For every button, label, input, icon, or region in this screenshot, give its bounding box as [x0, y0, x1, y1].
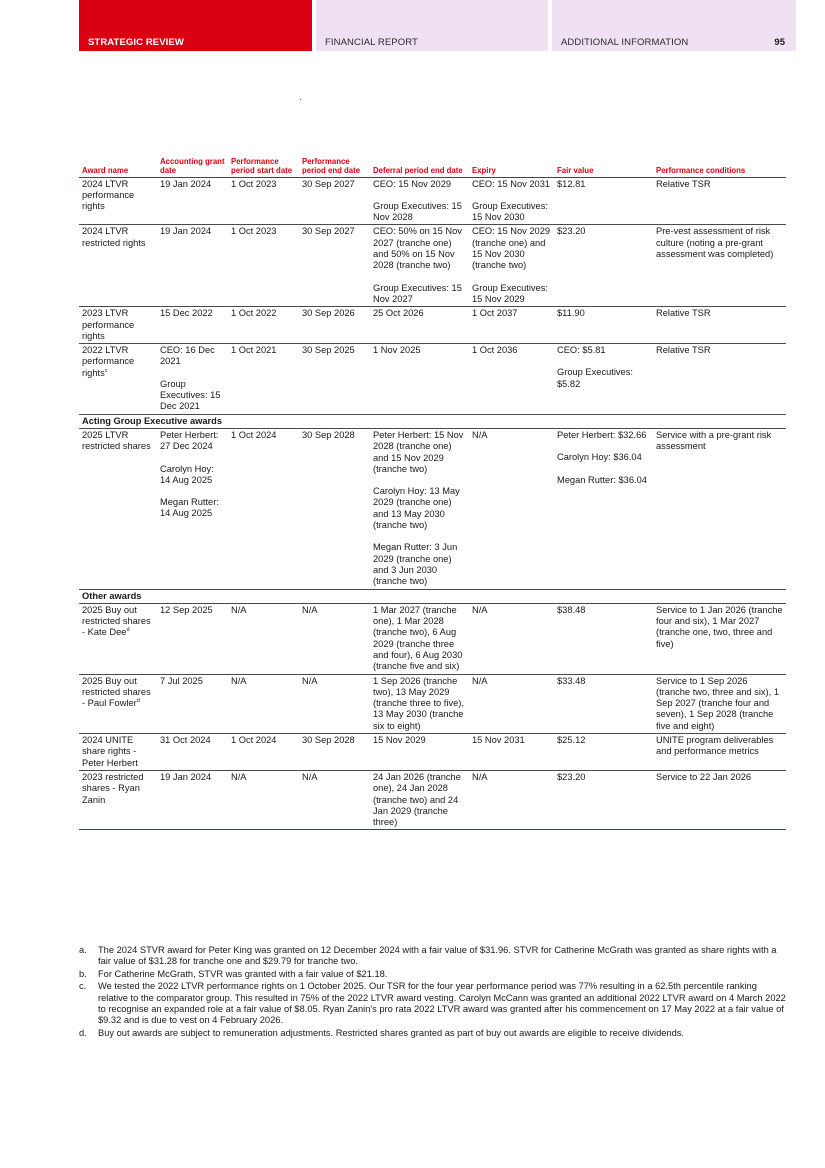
fair-value: Group Executives: $5.82 — [557, 367, 633, 389]
fair-value-cell — [554, 770, 653, 829]
footnotes — [79, 945, 789, 1040]
award-name: 2023 LTVR performance rights — [82, 308, 135, 341]
grant-date-cell — [157, 770, 228, 829]
grant-date-cell — [157, 734, 228, 771]
awards-table — [79, 158, 786, 830]
expiry: CEO: 15 Nov 2029 (tranche one) and 15 Nov 2030 (tranche two) — [472, 226, 551, 271]
deferral-end-cell — [370, 428, 469, 589]
fair-value-cell — [554, 225, 653, 307]
award-name-cell — [79, 770, 157, 829]
fair-value: Peter Herbert: $32.66 — [557, 429, 647, 440]
fair-value: Carolyn Hoy: $36.04 — [557, 452, 642, 463]
fair-value-cell — [554, 674, 653, 733]
period-start: 1 Oct 2021 — [231, 345, 277, 356]
grant-date: 19 Jan 2024 — [160, 226, 212, 237]
deferral-end-cell — [370, 225, 469, 307]
deferral-end-cell — [370, 770, 469, 829]
expiry-cell — [469, 344, 554, 414]
footnote-mark: b. — [79, 968, 87, 979]
deferral-end-cell — [370, 307, 469, 344]
expiry: 1 Oct 2037 — [472, 308, 518, 319]
grant-date: 19 Jan 2024 — [160, 771, 212, 782]
deferral-end: CEO: 50% on 15 Nov 2027 (tranche one) and 50% on 15 Nov 2028 (tranche two) — [373, 226, 462, 271]
section-heading: Acting Group Executive awards — [79, 414, 786, 428]
deferral-end: Group Executives: 15 Nov 2027 — [373, 282, 462, 304]
stray-dot — [300, 99, 301, 100]
period-end-cell — [299, 225, 370, 307]
performance-conditions: Service to 1 Jan 2026 (tranche four and six), 1 Mar 2027 (tranche one, two, three and five) — [656, 604, 783, 649]
period-start: 1 Oct 2023 — [231, 178, 277, 189]
expiry-cell — [469, 177, 554, 225]
grant-date: 31 Oct 2024 — [160, 735, 211, 746]
deferral-end: 1 Nov 2025 — [373, 345, 421, 356]
award-name-cell — [79, 674, 157, 733]
period-end: N/A — [302, 675, 318, 686]
tab-additional-information-label: ADDITIONAL INFORMATION — [561, 37, 689, 48]
award-name: 2023 restricted shares - Ryan Zanin — [82, 771, 144, 805]
period-end: N/A — [302, 771, 318, 782]
award-name-cell — [79, 177, 157, 225]
award-name-cell — [79, 734, 157, 771]
award-name-cell — [79, 428, 157, 589]
deferral-end-cell — [370, 734, 469, 771]
performance-conditions: UNITE program deliverables and performance metrics — [656, 735, 774, 757]
conditions-cell — [653, 307, 786, 344]
deferral-end: 1 Sep 2026 (tranche two), 13 May 2029 (tranche three to five), 13 May 2030 (tranche six to eight) — [373, 675, 464, 731]
fair-value-cell — [554, 734, 653, 771]
award-name-cell — [79, 603, 157, 674]
expiry: 15 Nov 2031 — [472, 735, 525, 746]
period-end: 30 Sep 2027 — [302, 226, 355, 237]
footnote-text: For Catherine McGrath, STVR was granted with a fair value of $21.18. — [98, 968, 388, 979]
period-start: 1 Oct 2022 — [231, 308, 277, 319]
conditions-cell — [653, 770, 786, 829]
table-row — [79, 428, 786, 589]
period-start: 1 Oct 2024 — [231, 735, 277, 746]
table-row — [79, 344, 786, 414]
footnote-text: We tested the 2022 LTVR performance rights on 1 October 2025. Our TSR for the four year performance period was 77% resulting in a 62.5th percentile ranking relative to the comparator group. This resulted in 75% of the 2022 LTVR award vesting. Carolyn McCann was granted an additional 2022 LTVR award on 4 March 2022 to recognise an expanded role at a fair value of $8.05. Ryan Zanin's pro rata 2022 LTVR award was granted after his commencement on 17 May 2022 at a fair value of $9.32 and is due to vest on 4 February 2026. — [98, 981, 786, 1026]
deferral-end-cell — [370, 603, 469, 674]
deferral-end-cell — [370, 674, 469, 733]
grant-date: CEO: 16 Dec 2021 — [160, 345, 215, 367]
expiry: CEO: 15 Nov 2031 — [472, 178, 551, 189]
footnote-text: Buy out awards are subject to remuneration adjustments. Restricted shares granted as part of buy out awards are eligible to receive dividends. — [98, 1027, 685, 1038]
period-start-cell — [228, 177, 299, 225]
performance-conditions: Service to 22 Jan 2026 — [656, 771, 752, 782]
period-end: 30 Sep 2026 — [302, 308, 355, 319]
deferral-end-cell — [370, 344, 469, 414]
period-end-cell — [299, 428, 370, 589]
deferral-end: CEO: 15 Nov 2029 — [373, 178, 452, 189]
deferral-end-cell — [370, 177, 469, 225]
page-number: 95 — [774, 37, 785, 48]
period-end-cell — [299, 307, 370, 344]
grant-date-cell — [157, 674, 228, 733]
period-start: N/A — [231, 771, 247, 782]
grant-date-cell — [157, 225, 228, 307]
period-start-cell — [228, 674, 299, 733]
table-row — [79, 734, 786, 771]
footnote-ref: d — [126, 627, 130, 634]
footnote — [79, 945, 789, 968]
section-heading: Other awards — [79, 589, 786, 603]
period-end-cell — [299, 603, 370, 674]
period-end: 30 Sep 2028 — [302, 735, 355, 746]
period-end: 30 Sep 2027 — [302, 178, 355, 189]
table-row — [79, 307, 786, 344]
award-name-cell — [79, 307, 157, 344]
column-header: Expiry — [469, 158, 554, 177]
period-start-cell — [228, 225, 299, 307]
grant-date-cell — [157, 177, 228, 225]
conditions-cell — [653, 428, 786, 589]
award-name: 2024 UNITE share rights - Peter Herbert — [82, 735, 138, 768]
table-row — [79, 225, 786, 307]
footnote-mark: d. — [79, 1027, 87, 1038]
period-start-cell — [228, 428, 299, 589]
table-row — [79, 177, 786, 225]
period-start: 1 Oct 2024 — [231, 429, 277, 440]
period-end-cell — [299, 674, 370, 733]
period-start-cell — [228, 734, 299, 771]
grant-date: 15 Dec 2022 — [160, 308, 213, 319]
grant-date-cell — [157, 603, 228, 674]
period-end: 30 Sep 2028 — [302, 429, 355, 440]
period-end-cell — [299, 770, 370, 829]
section-row — [79, 589, 786, 603]
period-end: 30 Sep 2025 — [302, 345, 355, 356]
conditions-cell — [653, 225, 786, 307]
tab-strategic-review-label: STRATEGIC REVIEW — [88, 37, 184, 48]
award-name-cell — [79, 225, 157, 307]
fair-value: $25.12 — [557, 735, 586, 746]
table-row — [79, 603, 786, 674]
column-header: Accounting grant date — [157, 158, 228, 177]
performance-conditions: Service with a pre-grant risk assessment — [656, 429, 772, 452]
fair-value: $33.48 — [557, 675, 586, 686]
deferral-end: Peter Herbert: 15 Nov 2028 (tranche one) and 15 Nov 2029 (tranche two) — [373, 429, 464, 474]
footnote-text: The 2024 STVR award for Peter King was granted on 12 December 2024 with a fair value of $31.96. STVR for Catherine McGrath was granted as share rights with a fair value of $31.28 for tranche one and $29.79 for tranche two. — [98, 945, 777, 967]
expiry: Group Executives: 15 Nov 2030 — [472, 200, 548, 223]
tab-financial-report-label: FINANCIAL REPORT — [325, 37, 418, 48]
footnote-ref: c — [104, 367, 108, 374]
expiry: 1 Oct 2036 — [472, 345, 518, 356]
table-header-row — [79, 158, 786, 177]
expiry: N/A — [472, 771, 488, 782]
column-header: Performance period start date — [228, 158, 299, 177]
footnote — [79, 1028, 789, 1039]
column-header: Deferral period end date — [370, 158, 469, 177]
grant-date-cell — [157, 428, 228, 589]
fair-value: CEO: $5.81 — [557, 345, 606, 356]
tab-additional-information[interactable] — [552, 0, 796, 51]
column-header: Performance period end date — [299, 158, 370, 177]
conditions-cell — [653, 674, 786, 733]
deferral-end: 1 Mar 2027 (tranche one), 1 Mar 2028 (tranche two), 6 Aug 2029 (tranche three and four), 6 Aug 2030 (tranche five and six) — [373, 604, 463, 672]
grant-date: 19 Jan 2024 — [160, 178, 212, 189]
column-header: Performance conditions — [653, 158, 786, 177]
fair-value-cell — [554, 307, 653, 344]
period-start: N/A — [231, 604, 247, 615]
deferral-end: Group Executives: 15 Nov 2028 — [373, 200, 462, 223]
fair-value: Megan Rutter: $36.04 — [557, 474, 647, 485]
conditions-cell — [653, 344, 786, 414]
expiry: Group Executives: 15 Nov 2029 — [472, 282, 548, 304]
deferral-end: Megan Rutter: 3 Jun 2029 (tranche one) and 3 Jun 2030 (tranche two) — [373, 542, 458, 587]
fair-value-cell — [554, 603, 653, 674]
footnote-ref: d — [136, 698, 140, 705]
table-row — [79, 674, 786, 733]
deferral-end: 25 Oct 2026 — [373, 308, 424, 319]
footnote — [79, 969, 789, 980]
fair-value: $23.20 — [557, 771, 586, 782]
award-name: 2024 LTVR performance rights — [82, 178, 135, 212]
award-name: 2025 Buy out restricted shares - Kate Dee — [82, 604, 151, 638]
section-row — [79, 414, 786, 428]
award-name-cell — [79, 344, 157, 414]
fair-value: $12.81 — [557, 178, 586, 189]
expiry-cell — [469, 307, 554, 344]
deferral-end: 24 Jan 2026 (tranche one), 24 Jan 2028 (tranche two) and 24 Jan 2029 (tranche three) — [373, 771, 461, 828]
period-start: 1 Oct 2023 — [231, 226, 277, 237]
award-name: 2022 LTVR performance rights — [82, 345, 135, 378]
fair-value-cell — [554, 428, 653, 589]
expiry: N/A — [472, 675, 488, 686]
footnote-mark: a. — [79, 945, 87, 955]
award-name: 2025 Buy out restricted shares - Paul Fowler — [82, 675, 151, 709]
expiry: N/A — [472, 604, 488, 615]
column-header: Fair value — [554, 158, 653, 177]
grant-date-cell — [157, 307, 228, 344]
period-start-cell — [228, 307, 299, 344]
column-header: Award name — [79, 158, 157, 177]
period-end-cell — [299, 344, 370, 414]
deferral-end: 15 Nov 2029 — [373, 735, 426, 746]
period-start-cell — [228, 603, 299, 674]
award-name: 2025 LTVR restricted shares — [82, 429, 151, 452]
conditions-cell — [653, 603, 786, 674]
grant-date-cell — [157, 344, 228, 414]
deferral-end: Carolyn Hoy: 13 May 2029 (tranche one) and 13 May 2030 (tranche two) — [373, 486, 460, 531]
period-end-cell — [299, 734, 370, 771]
tab-strategic-review[interactable] — [79, 0, 312, 51]
fair-value-cell — [554, 177, 653, 225]
performance-conditions: Relative TSR — [656, 345, 711, 356]
fair-value: $23.20 — [557, 226, 586, 237]
fair-value-cell — [554, 344, 653, 414]
performance-conditions: Relative TSR — [656, 178, 711, 189]
expiry: N/A — [472, 429, 488, 440]
period-start-cell — [228, 770, 299, 829]
period-start-cell — [228, 344, 299, 414]
grant-date: 7 Jul 2025 — [160, 675, 203, 686]
period-start: N/A — [231, 675, 247, 686]
conditions-cell — [653, 734, 786, 771]
fair-value: $38.48 — [557, 604, 586, 615]
expiry-cell — [469, 734, 554, 771]
performance-conditions: Pre-vest assessment of risk culture (noting a pre-grant assessment was completed) — [656, 226, 774, 260]
expiry-cell — [469, 770, 554, 829]
expiry-cell — [469, 428, 554, 589]
grant-date: Megan Rutter: 14 Aug 2025 — [160, 497, 219, 519]
performance-conditions: Service to 1 Sep 2026 (tranche two, three and six), 1 Sep 2027 (tranche four and seven), 1 Sep 2028 (tranche five and eight) — [656, 675, 779, 731]
expiry-cell — [469, 225, 554, 307]
fair-value: $11.90 — [557, 308, 585, 319]
period-end: N/A — [302, 604, 318, 615]
award-name: 2024 LTVR restricted rights — [82, 226, 146, 248]
grant-date: Group Executives: 15 Dec 2021 — [160, 378, 221, 412]
table-row — [79, 770, 786, 829]
footnote-mark: c. — [79, 981, 87, 992]
grant-date: Carolyn Hoy: 14 Aug 2025 — [160, 463, 214, 485]
expiry-cell — [469, 603, 554, 674]
period-end-cell — [299, 177, 370, 225]
conditions-cell — [653, 177, 786, 225]
footnote — [79, 981, 789, 1027]
grant-date: Peter Herbert: 27 Dec 2024 — [160, 429, 219, 452]
tab-financial-report[interactable] — [316, 0, 548, 51]
expiry-cell — [469, 674, 554, 733]
grant-date: 12 Sep 2025 — [160, 604, 213, 615]
performance-conditions: Relative TSR — [656, 308, 711, 319]
